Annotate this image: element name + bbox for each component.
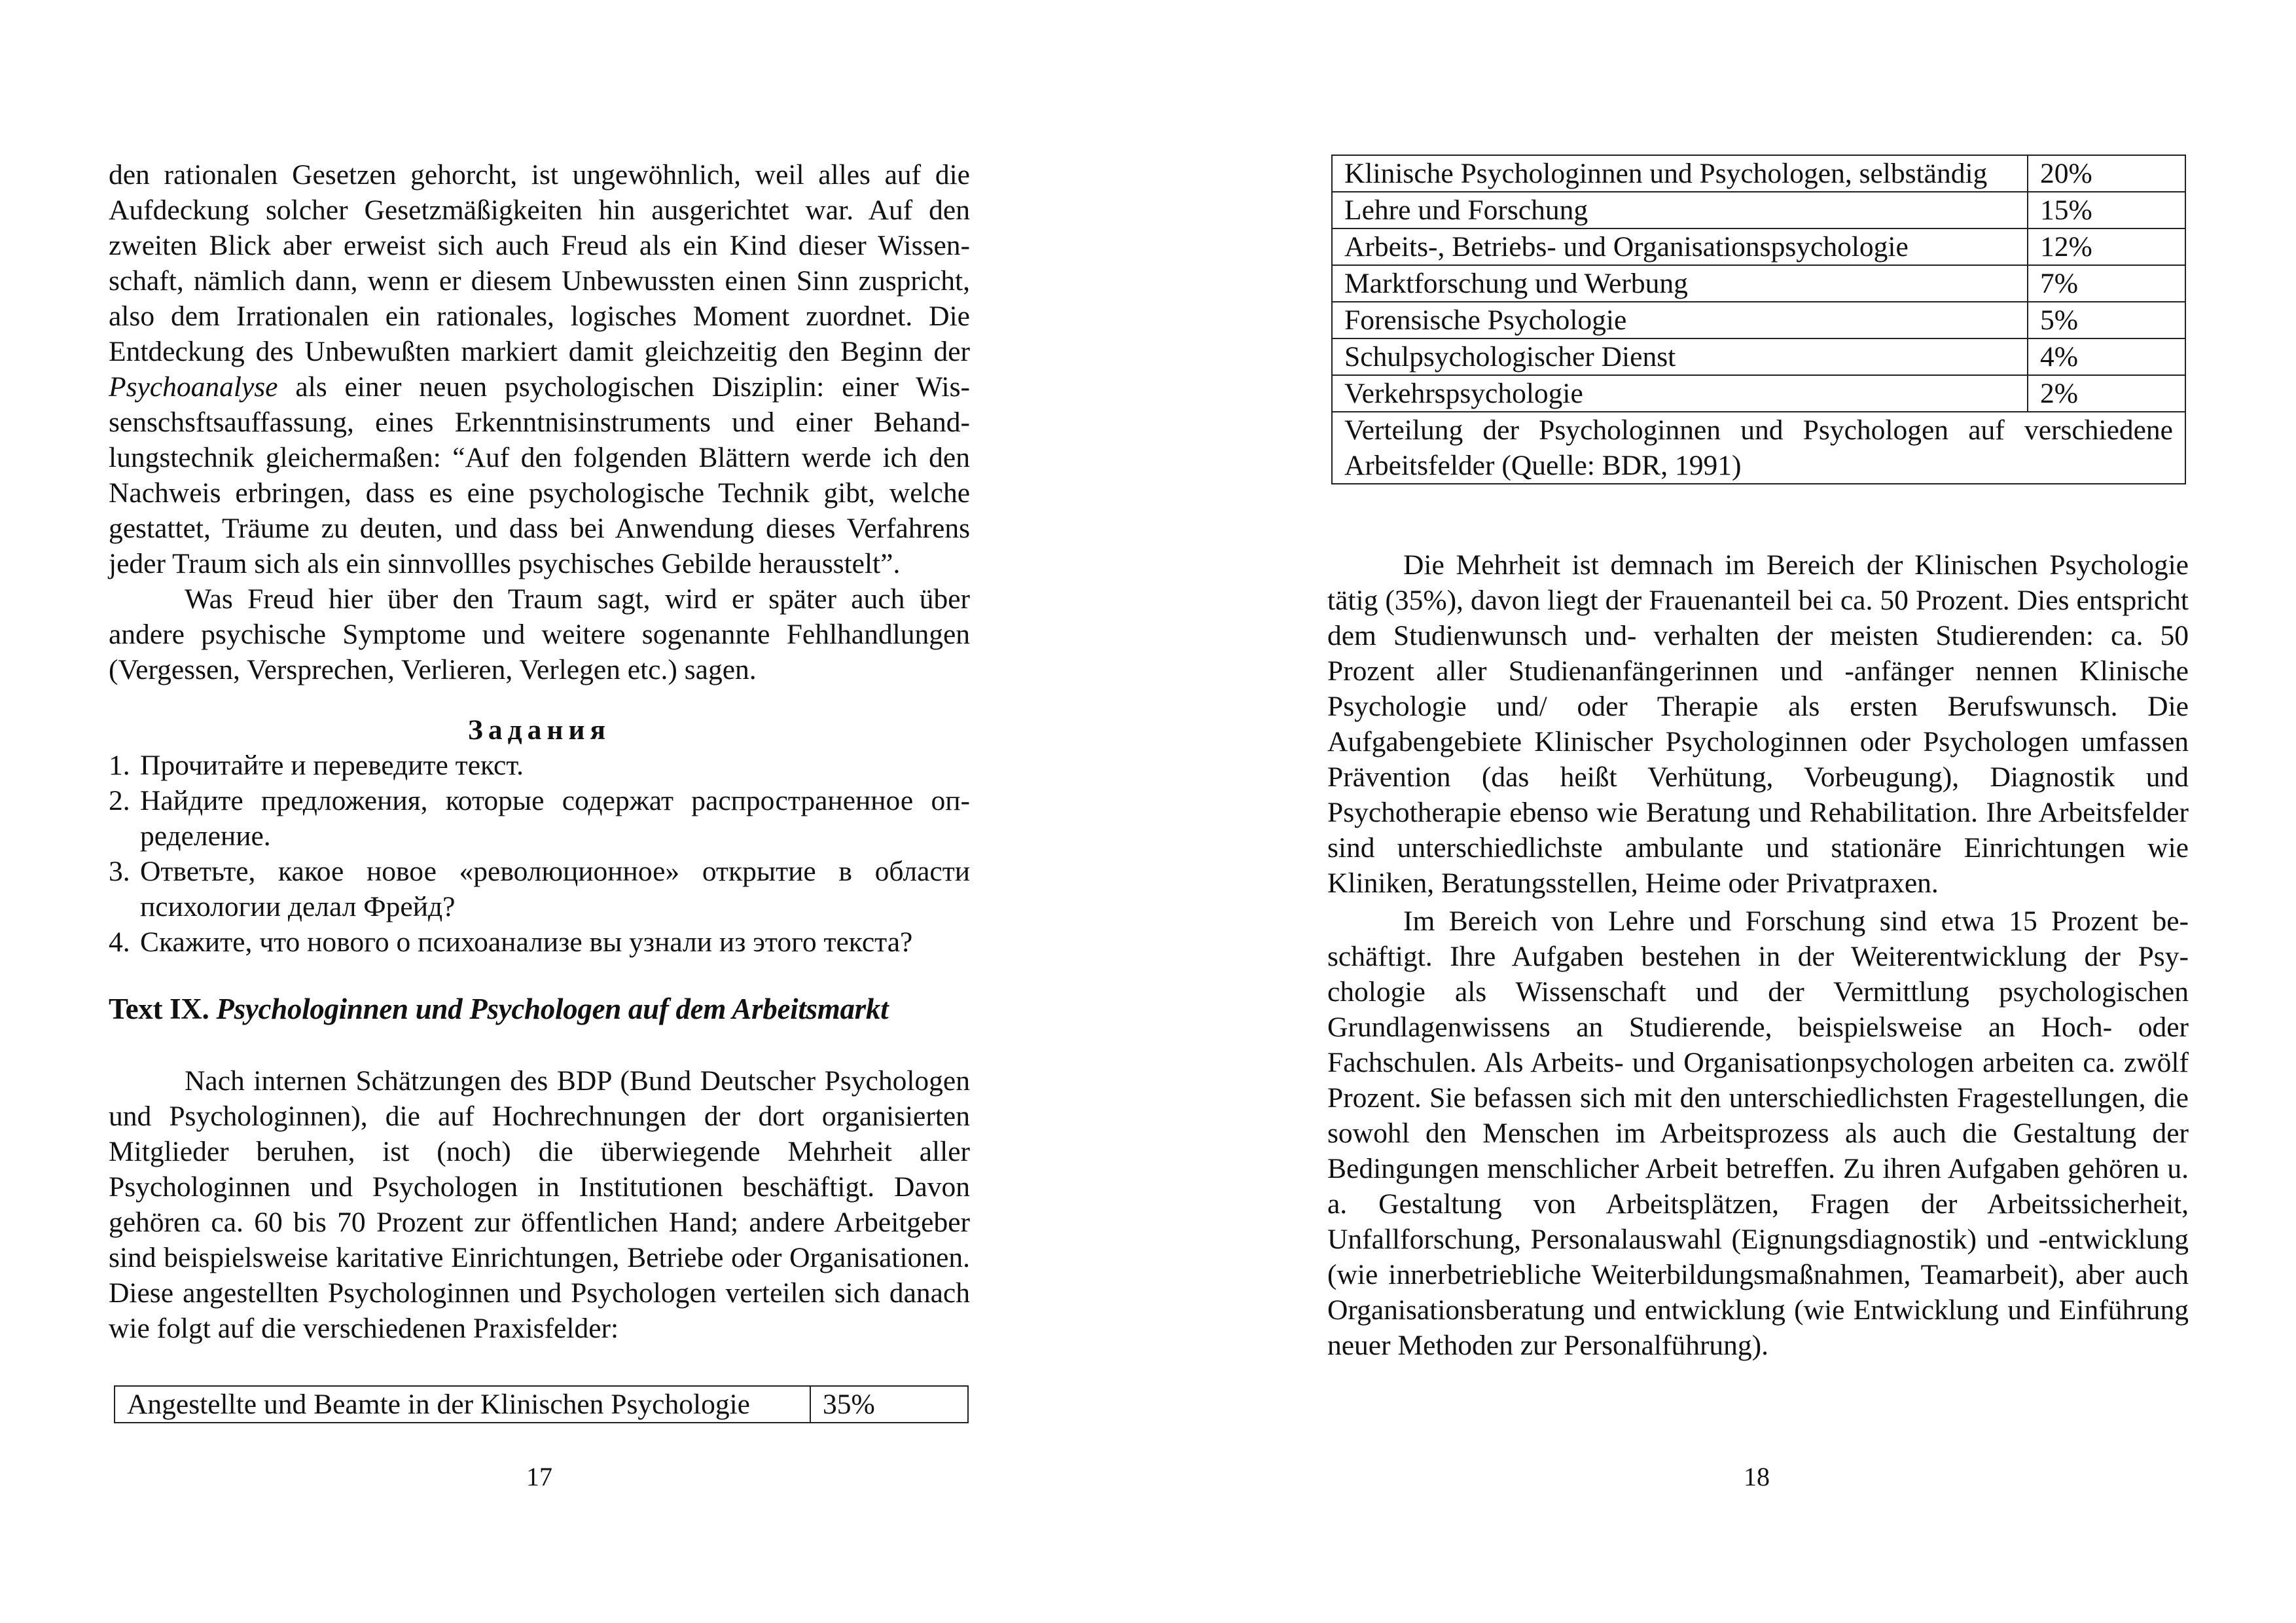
table-cell-label: Klinische Psychologinnen und Psychologen, selbständig xyxy=(1332,155,2028,192)
table-cell-value: 2% xyxy=(2028,375,2185,412)
table-row xyxy=(1332,302,2185,338)
text-heading-label: Text IX. xyxy=(109,993,209,1025)
table-row xyxy=(1332,375,2185,412)
table-cell-label: Angestellte und Beamte in der Klinischen Psychologie xyxy=(115,1386,810,1423)
table-row xyxy=(115,1386,968,1423)
right-page xyxy=(1327,0,2189,1623)
table-caption-row xyxy=(1332,412,2185,484)
table-row xyxy=(1332,338,2185,375)
text-heading-title: Psychologinnen und Psychologen auf dem Arbeitsmarkt xyxy=(216,993,889,1025)
right-paragraph-1: Die Mehrheit ist demnach im Bereich der Klinischen Psychologie tätig (35%), davon liegt der Frauenanteil bei ca. 50 Prozent. Dies entspricht dem Studienwunsch und- verhalten der meisten Studierenden: ca. 50 Prozent aller Studienanfängerinnen und -anfänger nennen Klinische Psychologie und/ oder Therapie als ersten Berufswunsch. Die Aufgabengebiete Klinischer Psychologinnen oder Psychologen umfassen Prävention (das heißt Verhütung, Vorbeugung), Diagnostik und Psychotherapie ebenso wie Beratung und Rehabilitation. Ihre Arbeitsfelder sind unterschiedlichste ambulante und stationäre Einrichtungen wie Kliniken, Beratungsstellen, Heime oder Privatpraxen. xyxy=(1327,549,2189,899)
text-heading xyxy=(109,991,970,1027)
left-paragraph-2: Was Freud hier über den Traum sagt, wird er später auch über andere psychische Symptome und weitere sogenannte Fehlhandlungen (Vergessen, Versprechen, Verlieren, Verlegen etc.) sagen. xyxy=(109,583,970,685)
left-text-column xyxy=(109,157,970,1346)
table-row xyxy=(1332,265,2185,302)
table-cell-value: 12% xyxy=(2028,228,2185,265)
left-page xyxy=(109,0,970,1623)
psychoanalyse-term: Psychoanalyse xyxy=(109,371,278,403)
table-cell-value: 15% xyxy=(2028,192,2185,228)
table-row xyxy=(1332,228,2185,265)
table-cell-label: Lehre und Forschung xyxy=(1332,192,2028,228)
task-item: 1. Прочитайте и переведите текст. xyxy=(109,750,524,781)
task-item: 4. Скажите, что нового о психоанализе вы узнали из этого текста? xyxy=(109,926,913,958)
table-cell-value: 5% xyxy=(2028,302,2185,338)
table-cell-value: 4% xyxy=(2028,338,2185,375)
table-cell-label: Forensische Psychologie xyxy=(1332,302,2028,338)
right-text-column xyxy=(1327,547,2189,1363)
table-cell-label: Arbeits-, Betriebs- und Organisationspsychologie xyxy=(1332,228,2028,265)
right-paragraph-2: Im Bereich von Lehre und Forschung sind etwa 15 Prozent beschäftigt. Ihre Aufgaben bestehen in der Weiterentwicklung der Psychologie als Wissenschaft und der Vermittlung psychologischen Grundlagenwissens an Studierende, beispielsweise an Hoch- oder Fachschulen. Als Arbeits- und Organisationpsychologen arbeiten ca. zwölf Prozent. Sie befassen sich mit den unterschiedlichsten Fragestellungen, die sowohl den Menschen im Arbeitsprozess als auch die Gestaltung der Bedingungen menschlicher Arbeit betreffen. Zu ihren Aufgaben gehören u. a. Gestaltung von Arbeitsplätzen, Fragen der Arbeitssicherheit, Unfallforschung, Personalauswahl (Eignungsdiagnostik) und -entwicklung (wie innerbetriebliche Weiterbildungsmaßnahmen, Teamarbeit), aber auch Organisationsberatung und entwicklung (wie Entwicklung und Einführung neuer Methoden zur Personalführung). xyxy=(1327,905,2189,1361)
table-row xyxy=(1332,155,2185,192)
left-paragraph-3: Nach internen Schätzungen des BDP (Bund Deutscher Psychologen und Psychologinnen), die auf Hochrechnungen der dort organisierten Mitglieder beruhen, ist (noch) die überwiegende Mehrheit aller Psychologinnen und Psychologen in Institutionen beschäftigt. Davon gehören ca. 60 bis 70 Prozent zur öffentlichen Hand; andere Arbeitgeber sind beispielsweise karitative Einrichtungen, Betriebe oder Organisationen. Diese angestellten Psychologinnen und Psychologen verteilen sich danach wie folgt auf die verschiedenen Praxisfelder: xyxy=(109,1065,970,1344)
task-item: 3. Ответьте, какое новое «революционное» открытие в области психологии делал Фрейд? xyxy=(109,856,970,922)
tasks-title: Задания xyxy=(467,714,611,746)
table-cell-label: Marktforschung und Werbung xyxy=(1332,265,2028,302)
left-paragraph-1: den rationalen Gesetzen gehorcht, ist ungewöhnlich, weil alles auf die Aufdeckung solcher Gesetzmäßigkeiten hin ausgerichtet war. Auf den zweiten Blick aber erweist sich auch Freud als ein Kind dieser Wissenschaft, nämlich dann, wenn er diesem Unbewussten einen Sinn zuspricht, also dem Irrationalen ein rationales, logisches Moment zuordnet. Die Entdeckung des Unbewußten markiert damit gleichzeitig den Beginn der Psychoanalyse als einer neuen psychologischen Disziplin: einer Wissenschsftsauffassung, eines Erkenntnisinstruments und einer Behandlungstechnik gleichermaßen: “Auf den folgenden Blättern werde ich den Nachweis erbringen, dass es eine psychologische Technik gibt, welche gestattet, Träume zu deuten, und dass bei Anwendung dieses Verfahrens jeder Traum sich als ein sinnvollles psychisches Gebilde herausstelt”. xyxy=(109,159,970,579)
table-cell-value: 7% xyxy=(2028,265,2185,302)
task-item: 2. Найдите предложения, которые содержат распространенное определение. xyxy=(109,785,970,852)
page-number-left: 17 xyxy=(526,1462,552,1491)
distribution-table-part-2 xyxy=(1331,155,2186,484)
table-cell-value: 35% xyxy=(810,1386,968,1423)
distribution-table-part-1 xyxy=(114,1385,969,1423)
table-caption: Verteilung der Psychologinnen und Psychologen auf verschiedene Arbeitsfelder (Quelle: BDR, 1991) xyxy=(1332,412,2185,484)
table-cell-label: Verkehrspsychologie xyxy=(1332,375,2028,412)
page-number-right: 18 xyxy=(1744,1462,1770,1491)
table-cell-value: 20% xyxy=(2028,155,2185,192)
table-row xyxy=(1332,192,2185,228)
tasks-list xyxy=(109,748,970,960)
table-cell-label: Schulpsychologischer Dienst xyxy=(1332,338,2028,375)
